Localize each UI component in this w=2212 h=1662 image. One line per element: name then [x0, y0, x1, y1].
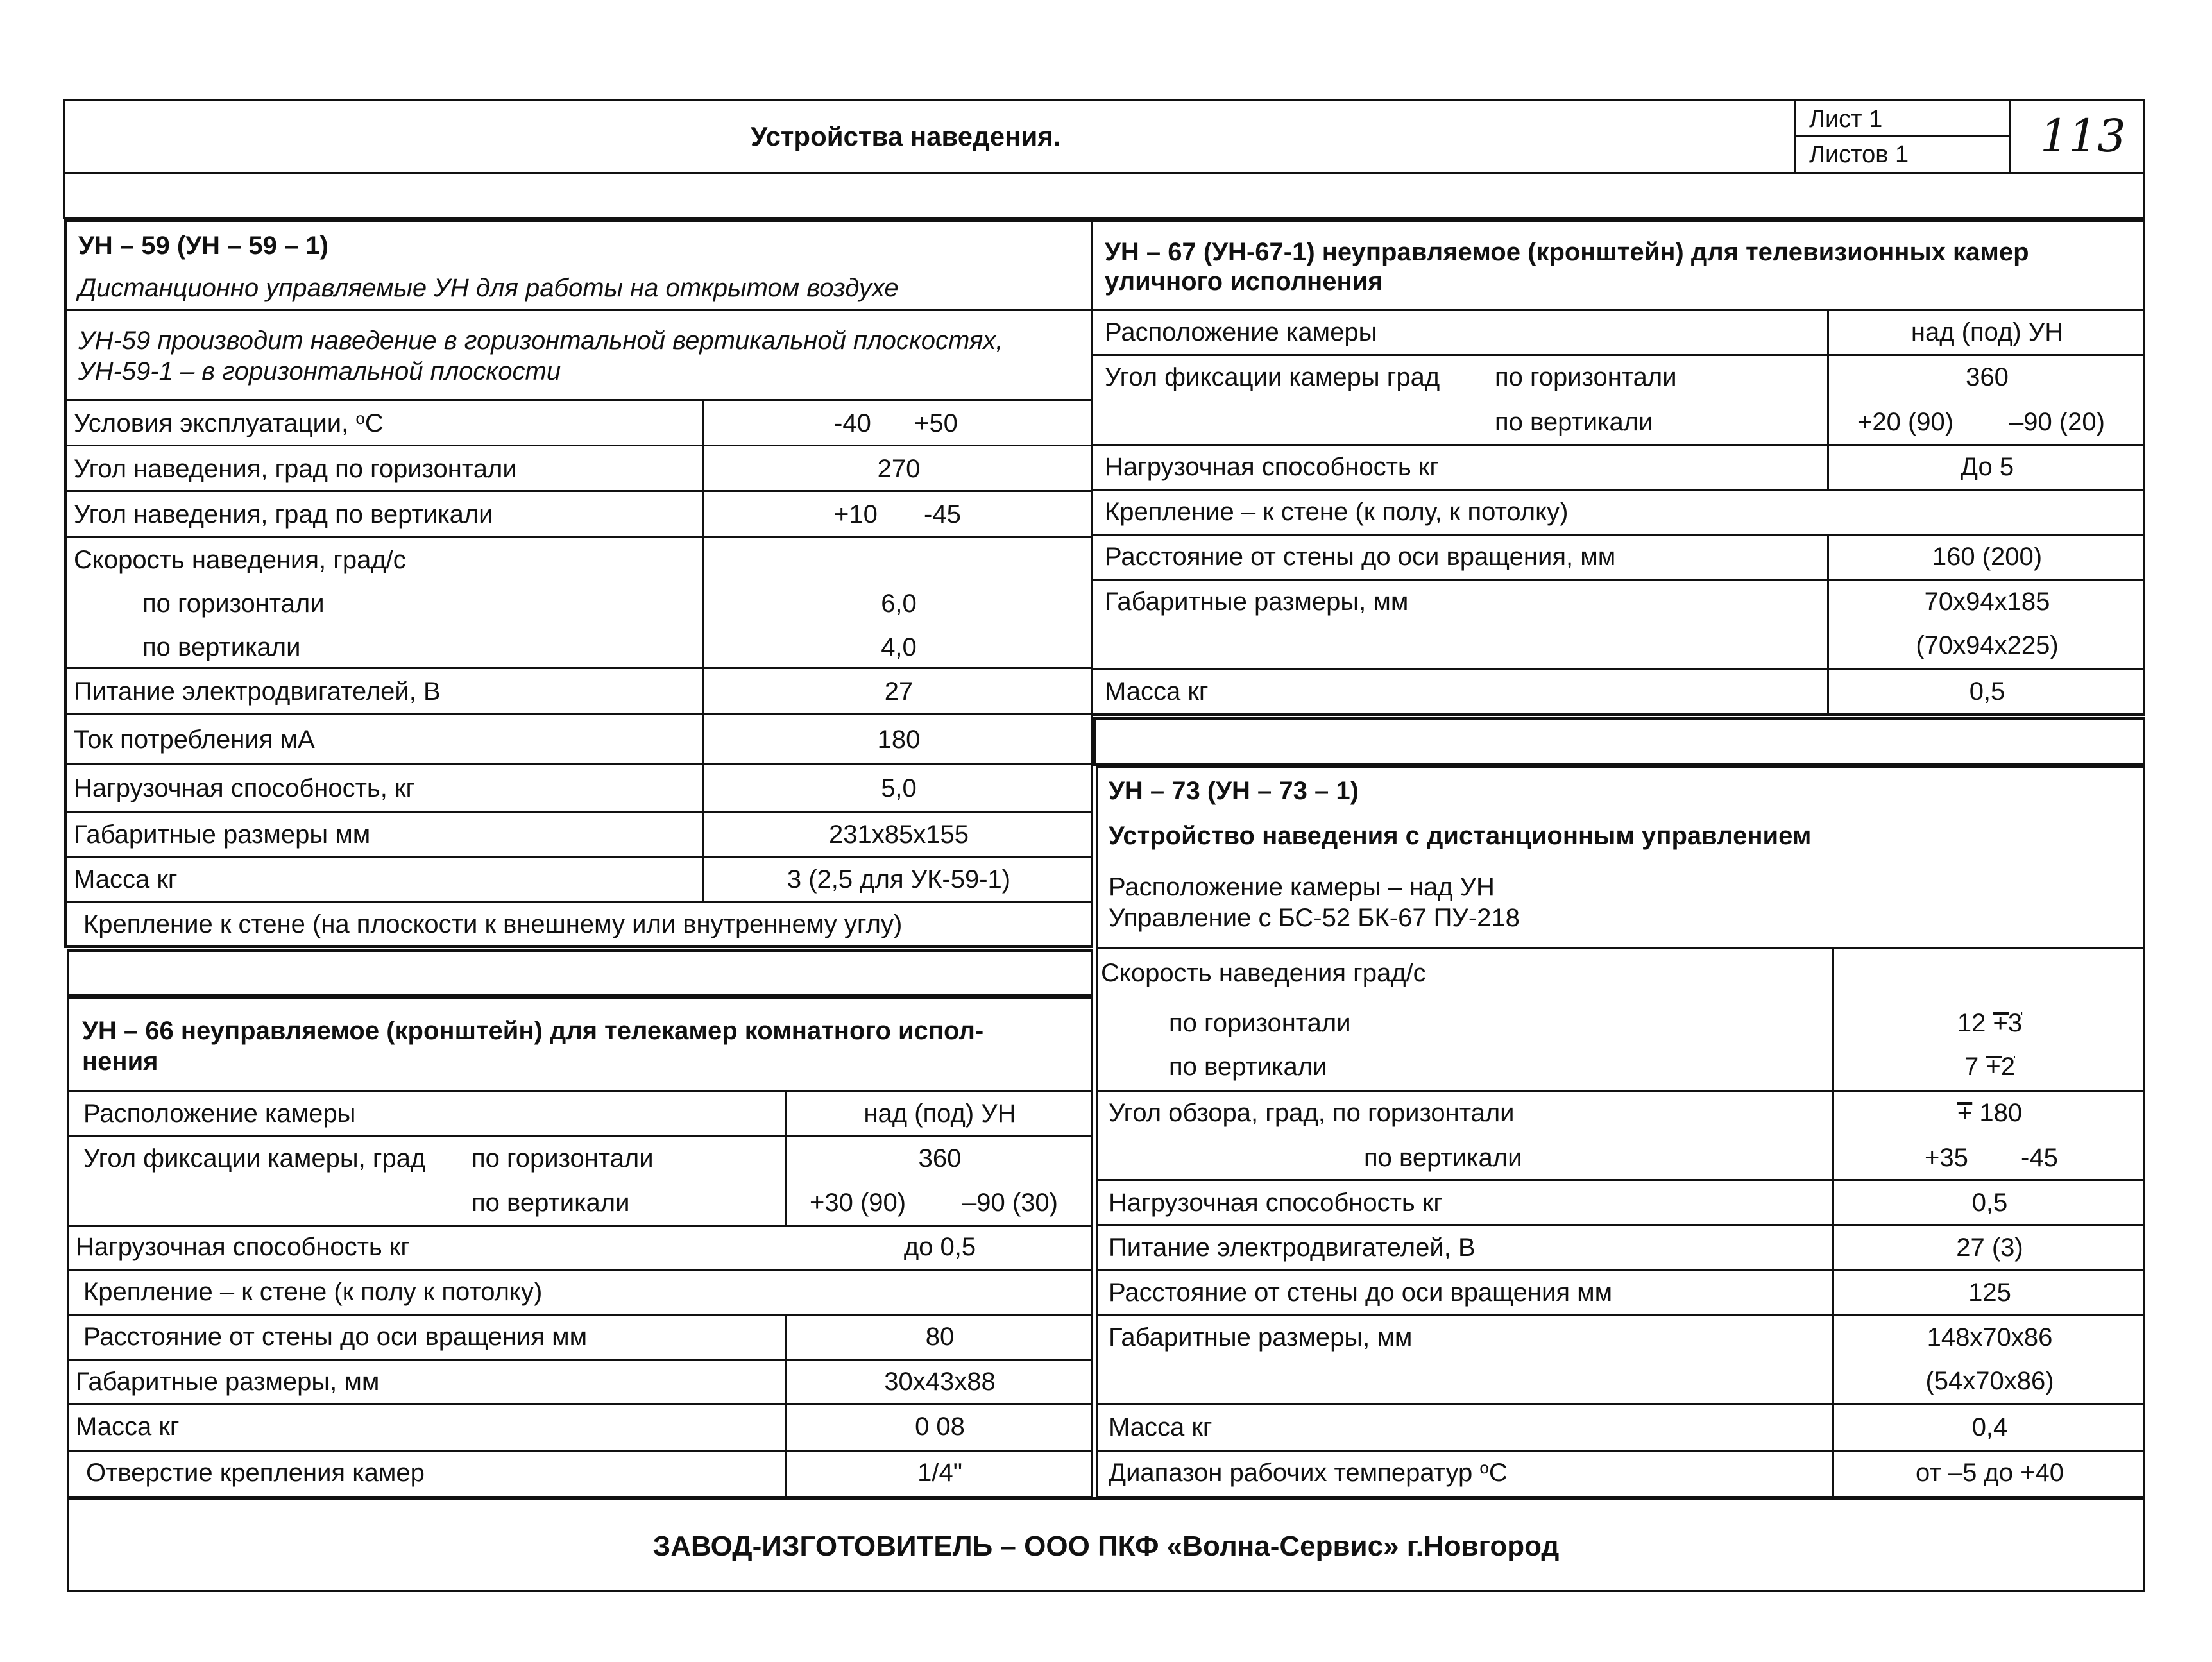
- un73-speed-h-value: 12 +3: [1957, 1009, 2023, 1037]
- row-line: [64, 490, 1093, 492]
- row-line: [64, 667, 1093, 669]
- un73-view-label: Угол обзора, град, по горизонтали: [1109, 1099, 1515, 1127]
- un66-fix-v-down: –90 (30): [962, 1189, 1058, 1217]
- un73-dims-value: 148х70х86: [1927, 1323, 2053, 1352]
- un59-load-label: Нагрузочная способность, кг: [74, 774, 416, 802]
- un73-view-v-up: +35: [1925, 1144, 1968, 1172]
- un73-cam-pos: Расположение камеры – над УН: [1109, 873, 1495, 901]
- row-line: [1096, 1314, 2145, 1316]
- un59-temp-label: Условия эксплуатации, $^o$С: [74, 409, 384, 437]
- un59-current-label: Ток потребления мА: [74, 725, 315, 754]
- sheets-label: Листов 1: [1809, 141, 1909, 168]
- un73-speed-v-label: по вертикали: [1169, 1053, 1327, 1081]
- un67-fix-label: Угол фиксации камеры град: [1105, 363, 1440, 391]
- un66-mass-value: 0 08: [915, 1412, 965, 1441]
- un59-dims-value: 231х85х155: [829, 820, 969, 849]
- un73-control: Управление с БС-52 БК-67 ПУ-218: [1109, 904, 1520, 932]
- row-line: [64, 445, 1093, 446]
- row-line: [1091, 534, 2145, 536]
- row-line: [64, 713, 1093, 715]
- un73-speed-label: Скорость наведения град/с: [1101, 959, 1426, 987]
- un73-title: УН – 73 (УН – 73 – 1): [1109, 777, 1359, 805]
- un67-load-value: До 5: [1960, 453, 2014, 481]
- un67-fix-h-value: 360: [1966, 363, 2009, 391]
- un59-title: УН – 59 (УН – 59 – 1): [78, 232, 328, 260]
- un73-mass-value: 0,4: [1971, 1413, 2008, 1441]
- un67-dist-label: Расстояние от стены до оси вращения, мм: [1105, 543, 1616, 571]
- un67-load-label: Нагрузочная способность кг: [1105, 453, 1439, 481]
- row-line: [1091, 354, 2145, 356]
- un66-fix-v-up: +30 (90): [810, 1189, 906, 1217]
- un59-load-value: 5,0: [881, 774, 917, 802]
- spacer-band: [63, 172, 2145, 219]
- un73-power-label: Питание электродвигателей, В: [1109, 1234, 1476, 1262]
- un73-temp-value: от –5 до +40: [1916, 1459, 2064, 1487]
- un67-mount: Крепление – к стене (к полу, к потолку): [1105, 498, 1569, 526]
- un73-dims-value: (54х70х86): [1925, 1367, 2054, 1395]
- un66-fix-v-label: по вертикали: [472, 1189, 630, 1217]
- un73-power-value: 27 (3): [1956, 1234, 2023, 1262]
- un66-dist-label: Расстояние от стены до оси вращения мм: [83, 1323, 588, 1351]
- un73-view-v-label: по вертикали: [1364, 1144, 1522, 1172]
- un66-hole-value: 1/4": [917, 1459, 962, 1487]
- un59-power-value: 27: [884, 677, 914, 706]
- row-line: [1096, 947, 2145, 949]
- spacer-band: [1093, 717, 2145, 766]
- row-line: [64, 856, 1093, 858]
- un73-temp-label: Диапазон рабочих температур $^o$С: [1109, 1458, 1508, 1487]
- un59-vert-angle-label: Угол наведения, град по вертикали: [74, 500, 493, 529]
- row-line: [64, 309, 1093, 311]
- row-line: [1096, 1224, 2145, 1226]
- un59-horiz-angle-value: 270: [877, 455, 921, 483]
- un59-current-value: 180: [877, 725, 921, 754]
- stamp-divider: [2009, 100, 2011, 173]
- un59-speed-label: Скорость наведения, град/с: [74, 546, 406, 574]
- un66-load-label: Нагрузочная способность кг: [76, 1233, 410, 1261]
- un59-temp-min: -40: [834, 409, 871, 437]
- row-line: [67, 1314, 1093, 1316]
- un67-title: УН – 67 (УН-67-1) неуправляемое (кронштейн) для телевизионных камер: [1105, 238, 2029, 266]
- un67-dims-label: Габаритные размеры, мм: [1105, 588, 1409, 616]
- un66-cam-pos-label: Расположение камеры: [83, 1099, 356, 1128]
- un59-vert-angle-up: +10: [834, 500, 878, 529]
- row-line: [1096, 1450, 2145, 1452]
- un59-speed-v-value: 4,0: [881, 633, 917, 661]
- un66-mount: Крепление – к стене (к полу к потолку): [83, 1278, 543, 1306]
- row-line: [1096, 1090, 2145, 1092]
- row-line: [1096, 1179, 2145, 1181]
- un67-dist-value: 160 (200): [1932, 543, 2043, 571]
- row-line: [1091, 309, 2145, 311]
- un66-fix-h-value: 360: [918, 1144, 962, 1173]
- un67-fix-h-label: по горизонтали: [1495, 363, 1677, 391]
- un59-dims-label: Габаритные размеры мм: [74, 820, 371, 849]
- row-line: [64, 811, 1093, 813]
- un66-title: УН – 66 неуправляемое (кронштейн) для телекамер комнатного испол-: [82, 1017, 984, 1045]
- row-line: [67, 1269, 1093, 1271]
- row-line: [67, 1450, 1093, 1452]
- row-line: [1091, 668, 2145, 670]
- un73-subtitle: Устройство наведения с дистанционным управлением: [1109, 822, 1812, 850]
- stamp-divider: [1794, 100, 1796, 173]
- row-line: [1091, 579, 2145, 581]
- un67-cam-pos-value: над (под) УН: [1910, 318, 2064, 346]
- un66-load-value: до 0,5: [903, 1233, 976, 1261]
- un59-speed-h-value: 6,0: [881, 589, 917, 618]
- un73-view-v-down: -45: [2021, 1144, 2058, 1172]
- row-line: [67, 1135, 1093, 1137]
- row-line: [64, 399, 1093, 401]
- sheet-label: Лист 1: [1809, 106, 1883, 133]
- un67-mass-value: 0,5: [1969, 677, 2005, 706]
- un59-description: УН-59-1 – в горизонтальной плоскости: [78, 357, 561, 386]
- un59-speed-v-label: по вертикали: [142, 633, 301, 661]
- un59-mass-label: Масса кг: [74, 865, 178, 894]
- un66-fix-label: Угол фиксации камеры, град: [83, 1144, 426, 1173]
- un73-dist-label: Расстояние от стены до оси вращения мм: [1109, 1278, 1613, 1307]
- row-line: [1091, 444, 2145, 446]
- manufacturer: ЗАВОД-ИЗГОТОВИТЕЛЬ – ООО ПКФ «Волна-Сервис» г.Новгород: [652, 1531, 1560, 1562]
- handwritten-page-number: 113: [2040, 110, 2126, 162]
- un73-mass-label: Масса кг: [1109, 1413, 1212, 1441]
- un73-view-h-value: + 180: [1957, 1099, 2023, 1127]
- row-line: [64, 901, 1093, 903]
- un66-dims-label: Габаритные размеры, мм: [76, 1368, 380, 1396]
- un66-title: нения: [82, 1047, 158, 1076]
- un66-mass-label: Масса кг: [76, 1412, 180, 1441]
- row-line: [67, 1403, 1093, 1405]
- stamp-divider: [1794, 135, 2009, 137]
- un73-speed-h-label: по горизонтали: [1169, 1009, 1351, 1037]
- un67-dims-value: (70х94х225): [1916, 631, 2059, 659]
- un73-dist-value: 125: [1968, 1278, 2011, 1307]
- un59-mass-value: 3 (2,5 для УК-59-1): [787, 865, 1011, 894]
- un66-dims-value: 30х43х88: [884, 1368, 996, 1396]
- un73-speed-v-value: 7 +2: [1964, 1053, 2015, 1081]
- row-line: [67, 1359, 1093, 1361]
- un59-power-label: Питание электродвигателей, В: [74, 677, 441, 706]
- un59-vert-angle-down: -45: [924, 500, 961, 529]
- un66-cam-pos-value: над (под) УН: [864, 1099, 1016, 1128]
- row-line: [67, 1090, 1093, 1092]
- un59-speed-h-label: по горизонтали: [142, 589, 325, 618]
- un66-fix-h-label: по горизонтали: [472, 1144, 654, 1173]
- un73-load-label: Нагрузочная способность кг: [1109, 1189, 1443, 1217]
- page-title: Устройства наведения.: [751, 121, 1061, 151]
- un73-dims-label: Габаритные размеры, мм: [1109, 1323, 1413, 1352]
- un67-fix-v-up: +20 (90): [1857, 408, 1954, 436]
- un59-subtitle: Дистанционно управляемые УН для работы на открытом воздухе: [78, 274, 899, 302]
- row-line: [1096, 1269, 2145, 1271]
- spacer-band: [67, 949, 1093, 997]
- un67-mass-label: Масса кг: [1105, 677, 1209, 706]
- row-line: [64, 763, 1093, 765]
- row-line: [1096, 1403, 2145, 1405]
- un59-temp-max: +50: [914, 409, 958, 437]
- un67-dims-value: 70х94х185: [1924, 588, 2050, 616]
- un66-hole-label: Отверстие крепления камер: [86, 1459, 425, 1487]
- un67-cam-pos-label: Расположение камеры: [1105, 318, 1377, 346]
- un67-title: уличного исполнения: [1105, 267, 1383, 296]
- un59-horiz-angle-label: Угол наведения, град по горизонтали: [74, 455, 517, 483]
- un67-fix-v-label: по вертикали: [1495, 408, 1653, 436]
- row-line: [64, 536, 1093, 538]
- un59-mount: Крепление к стене (на плоскости к внешнему или внутреннему углу): [83, 910, 903, 938]
- un67-fix-v-down: –90 (20): [2009, 408, 2105, 436]
- row-line: [1091, 489, 2145, 491]
- un59-description: УН-59 производит наведение в горизонтальной вертикальной плоскостях,: [78, 326, 1003, 355]
- un66-dist-value: 80: [925, 1323, 955, 1351]
- row-line: [67, 1225, 1093, 1227]
- un73-load-value: 0,5: [1971, 1189, 2008, 1217]
